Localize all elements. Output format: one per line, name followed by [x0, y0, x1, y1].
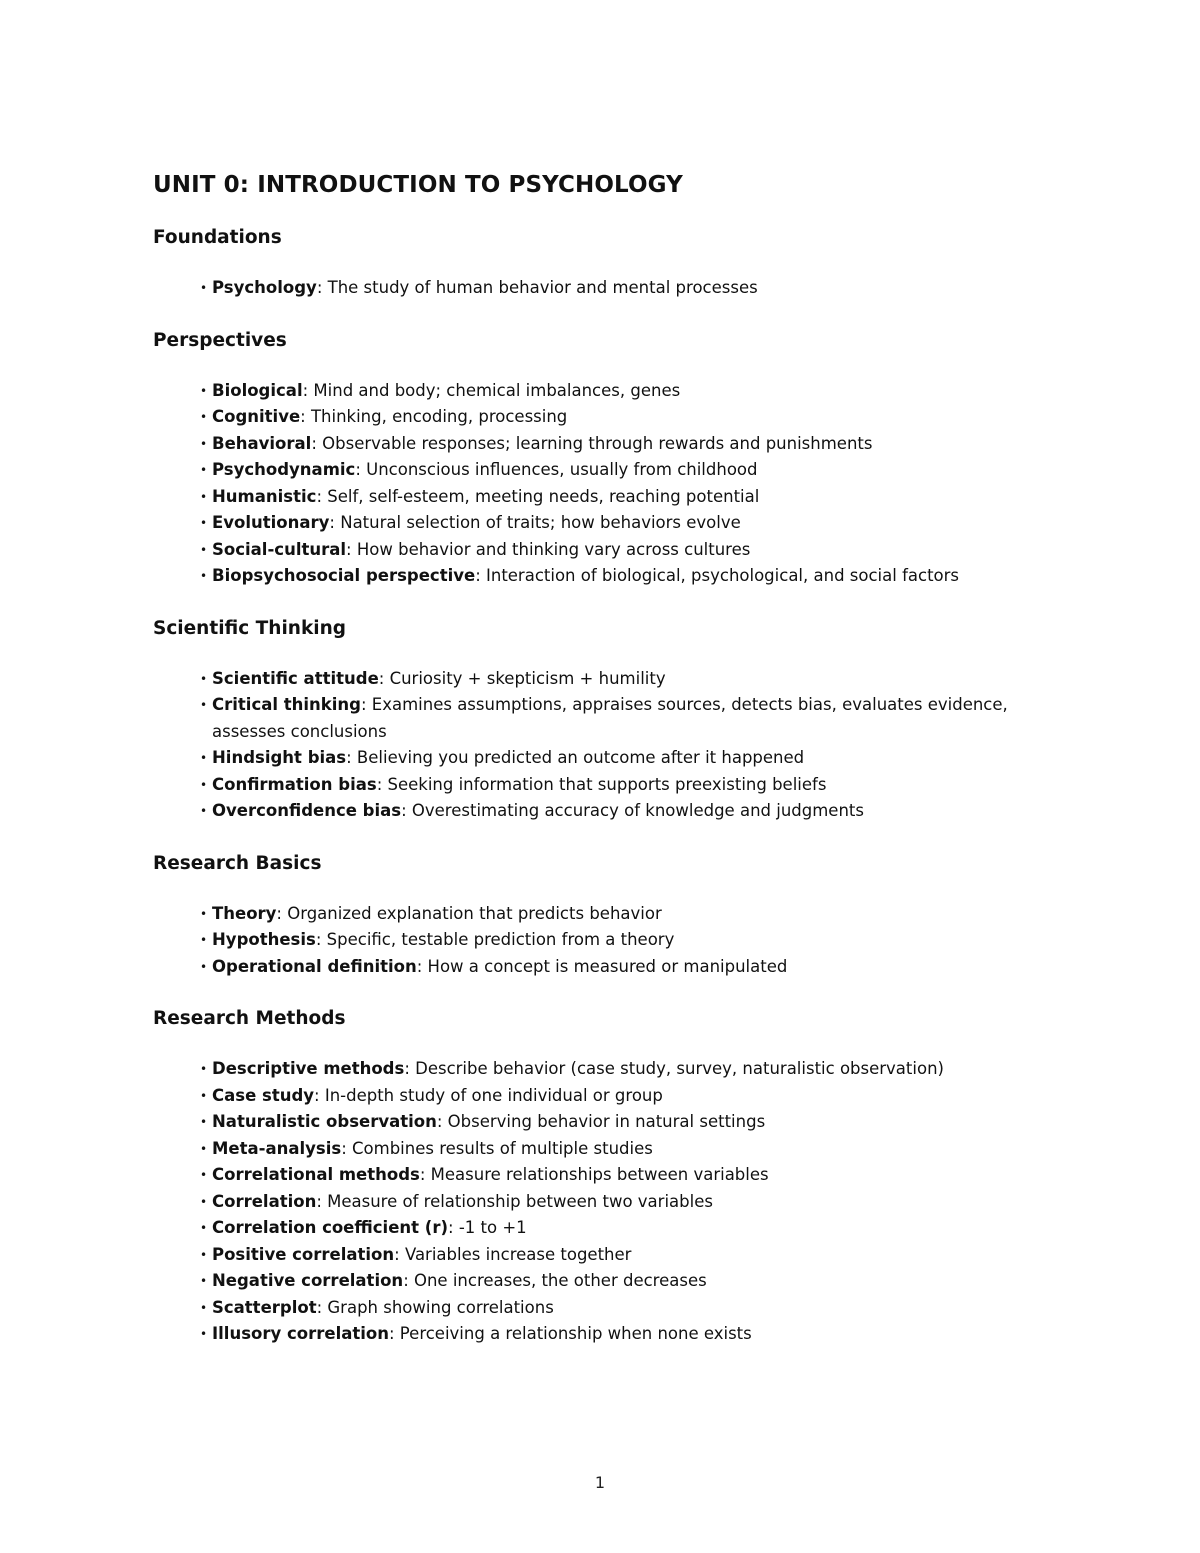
bullet-icon: •: [200, 410, 208, 424]
list-item: [200, 510, 1053, 537]
bullet-icon: •: [200, 542, 208, 557]
term-definition: : Examines assumptions, appraises sources, detects bias, evaluates evidence, assesses conclusions: [212, 695, 1008, 741]
page-number: 1: [594, 1473, 606, 1492]
bullet-icon: •: [200, 1247, 208, 1262]
bullet-icon: •: [200, 777, 208, 792]
term-list-perspectives: [153, 378, 1053, 590]
term-label: Confirmation bias: [212, 774, 377, 794]
bullet-icon: •: [200, 1141, 208, 1156]
term-definition: : Measure of relationship between two variables: [316, 1191, 713, 1211]
bullet-icon: •: [200, 1221, 208, 1235]
term-label: Cognitive: [212, 407, 301, 426]
term-label: Descriptive methods: [212, 1059, 405, 1078]
bullet-icon: •: [200, 436, 208, 451]
term-label: Theory: [212, 903, 277, 923]
list-item: [200, 484, 1053, 511]
term-label: Psychology: [212, 278, 317, 297]
term-label: Evolutionary: [212, 513, 330, 532]
bullet-icon: •: [200, 671, 208, 686]
list-item: [200, 404, 1053, 431]
term-label: Hypothesis: [212, 930, 316, 949]
bullet-icon: •: [200, 1327, 208, 1341]
bullet-icon: •: [200, 959, 208, 974]
term-label: Case study: [212, 1085, 315, 1105]
term-label: Overconfidence bias: [212, 801, 402, 820]
list-item: [200, 537, 1053, 564]
section-heading-research-methods: Research Methods: [153, 1008, 346, 1029]
list-item: [200, 745, 1053, 772]
bullet-icon: •: [200, 751, 208, 765]
list-item: [200, 1056, 1053, 1083]
term-label: Humanistic: [212, 486, 317, 506]
list-item: [200, 1083, 1053, 1110]
bullet-icon: •: [200, 804, 208, 818]
term-definition: : Self, self-esteem, meeting needs, reaching potential: [316, 486, 760, 506]
bullet-icon: •: [200, 463, 208, 477]
bullet-icon: •: [200, 516, 208, 530]
term-definition: : Seeking information that supports preexisting beliefs: [376, 774, 827, 794]
bullet-icon: •: [200, 933, 208, 947]
list-item: [200, 1189, 1053, 1216]
term-label: Illusory correlation: [212, 1324, 389, 1343]
term-label: Social-cultural: [212, 539, 347, 559]
term-definition: : In-depth study of one individual or group: [314, 1085, 663, 1105]
term-label: Correlational methods: [212, 1165, 420, 1184]
term-definition: : Combines results of multiple studies: [341, 1138, 653, 1158]
list-item: [200, 378, 1053, 405]
list-item: [200, 431, 1053, 458]
list-item: [200, 927, 1053, 954]
bullet-icon: •: [200, 1062, 208, 1076]
term-label: Hindsight bias: [212, 748, 347, 767]
term-definition: : The study of human behavior and mental processes: [316, 278, 758, 297]
term-label: Behavioral: [212, 433, 312, 453]
term-definition: : One increases, the other decreases: [403, 1271, 707, 1290]
list-item: [200, 954, 1053, 981]
list-item: [200, 772, 1053, 799]
term-definition: : Natural selection of traits; how behaviors evolve: [329, 513, 741, 532]
term-label: Negative correlation: [212, 1271, 404, 1290]
section-heading-foundations: Foundations: [153, 227, 282, 248]
bullet-icon: •: [200, 281, 208, 295]
bullet-icon: •: [200, 383, 208, 398]
list-item: [200, 563, 1053, 590]
bullet-icon: •: [200, 1088, 208, 1103]
term-list-research-methods: [153, 1056, 1053, 1348]
term-definition: : Interaction of biological, psychological, and social factors: [475, 566, 960, 585]
list-item: [200, 1321, 1053, 1348]
term-label: Correlation: [212, 1191, 317, 1211]
term-definition: : Organized explanation that predicts behavior: [276, 903, 662, 923]
term-definition: : How behavior and thinking vary across cultures: [346, 539, 751, 559]
term-definition: : Curiosity + skepticism + humility: [378, 668, 666, 688]
bullet-icon: •: [200, 698, 208, 712]
term-definition: : Mind and body; chemical imbalances, genes: [302, 380, 681, 400]
term-definition: : Variables increase together: [394, 1244, 632, 1264]
term-label: Scatterplot: [212, 1297, 317, 1317]
term-definition: : Thinking, encoding, processing: [300, 407, 568, 426]
term-list-scientific-thinking: [153, 666, 1053, 825]
term-definition: : Observable responses; learning through rewards and punishments: [311, 433, 873, 453]
list-item: [200, 1109, 1053, 1136]
list-item: [200, 798, 1053, 825]
term-definition: : -1 to +1: [448, 1218, 527, 1237]
term-label: Naturalistic observation: [212, 1112, 437, 1131]
list-item: [200, 1295, 1053, 1322]
term-definition: : Perceiving a relationship when none exists: [389, 1324, 752, 1343]
term-label: Critical thinking: [212, 695, 361, 714]
section-heading-scientific-thinking: Scientific Thinking: [153, 617, 347, 639]
term-label: Psychodynamic: [212, 460, 356, 479]
document-title: UNIT 0: INTRODUCTION TO PSYCHOLOGY: [153, 172, 683, 198]
term-definition: : Measure relationships between variables: [419, 1165, 769, 1184]
term-label: Biological: [212, 380, 303, 400]
list-item: [200, 457, 1053, 484]
bullet-icon: •: [200, 489, 208, 504]
list-item: [200, 666, 1053, 693]
term-label: Correlation coefficient (r): [212, 1218, 449, 1237]
term-definition: : Graph showing correlations: [316, 1297, 554, 1317]
term-definition: : Believing you predicted an outcome after it happened: [346, 748, 805, 767]
term-list-research-basics: [153, 901, 1053, 981]
term-definition: : How a concept is measured or manipulated: [416, 956, 788, 976]
term-definition: : Specific, testable prediction from a theory: [315, 930, 675, 949]
bullet-icon: •: [200, 906, 208, 921]
list-item: [200, 692, 1053, 745]
document-content: [153, 170, 1053, 1348]
term-definition: : Describe behavior (case study, survey, naturalistic observation): [404, 1059, 944, 1078]
list-item: [200, 1268, 1053, 1295]
term-label: Operational definition: [212, 956, 417, 976]
term-label: Meta-analysis: [212, 1138, 342, 1158]
term-definition: : Observing behavior in natural settings: [436, 1112, 766, 1131]
bullet-icon: •: [200, 1274, 208, 1288]
bullet-icon: •: [200, 1300, 208, 1315]
bullet-icon: •: [200, 1115, 208, 1129]
bullet-icon: •: [200, 1194, 208, 1209]
section-heading-research-basics: Research Basics: [153, 852, 322, 874]
list-item: [200, 1242, 1053, 1269]
term-label: Scientific attitude: [212, 668, 379, 688]
bullet-icon: •: [200, 569, 208, 583]
list-item: [200, 901, 1053, 928]
list-item: [200, 275, 1053, 302]
section-heading-perspectives: Perspectives: [153, 329, 287, 351]
term-definition: : Unconscious influences, usually from childhood: [355, 460, 758, 479]
bullet-icon: •: [200, 1168, 208, 1182]
list-item: [200, 1162, 1053, 1189]
list-item: [200, 1136, 1053, 1163]
list-item: [200, 1215, 1053, 1242]
term-definition: : Overestimating accuracy of knowledge and judgments: [401, 801, 864, 820]
term-list-foundations: [153, 275, 1053, 302]
term-label: Positive correlation: [212, 1244, 395, 1264]
term-label: Biopsychosocial perspective: [212, 566, 476, 585]
